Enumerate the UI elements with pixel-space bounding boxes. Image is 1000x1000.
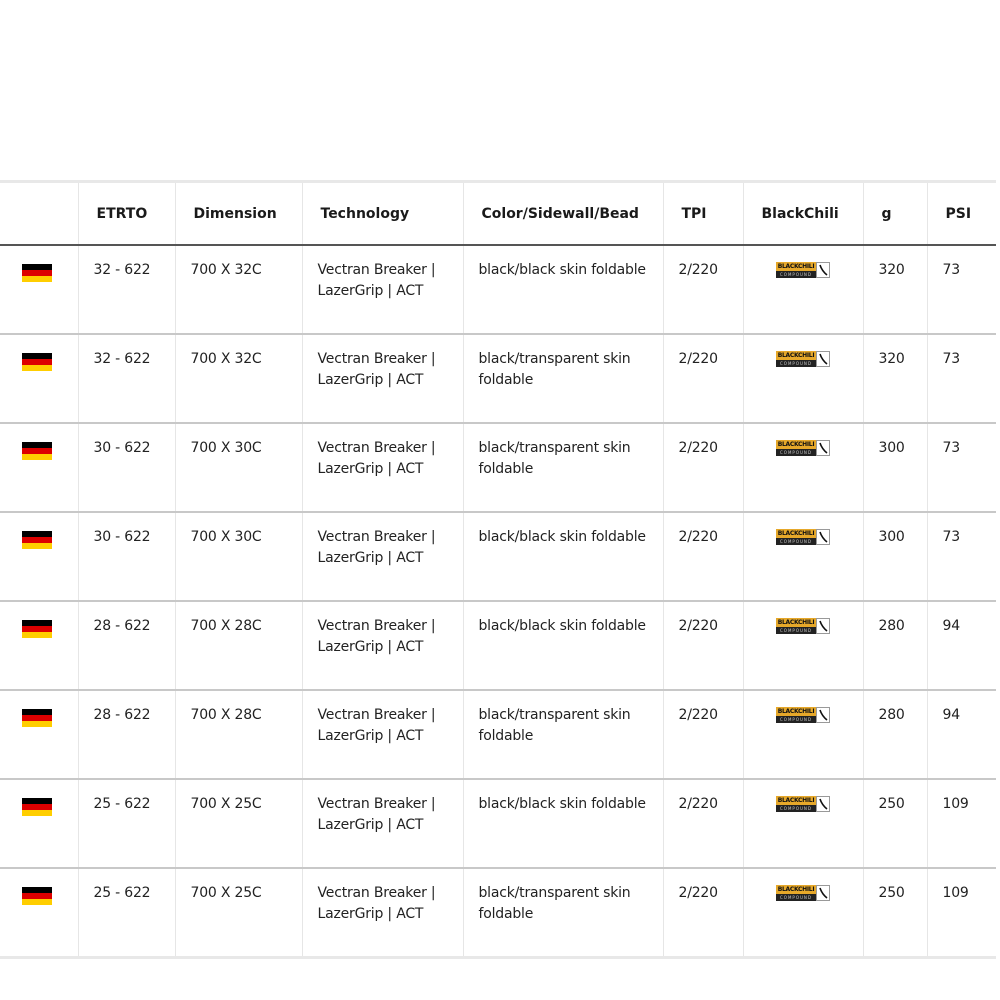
flag-stripe-gold bbox=[22, 899, 52, 905]
psi-cell: 73 bbox=[927, 423, 996, 512]
flag-stripe-gold bbox=[22, 276, 52, 282]
psi-cell: 73 bbox=[927, 512, 996, 601]
table-row bbox=[0, 779, 996, 868]
psi-cell: 94 bbox=[927, 601, 996, 690]
header-dimension: Dimension bbox=[175, 183, 302, 245]
blackchili-compound-logo-icon bbox=[776, 796, 830, 812]
dimension-cell: 700 X 30C bbox=[175, 423, 302, 512]
weight-cell: 320 bbox=[863, 334, 927, 423]
dimension-cell: 700 X 32C bbox=[175, 334, 302, 423]
germany-flag-icon bbox=[22, 620, 52, 638]
logo-bottom-text: COMPOUND bbox=[776, 449, 816, 456]
chili-mark-icon bbox=[816, 707, 830, 723]
header-flag bbox=[0, 183, 78, 245]
flag-cell bbox=[0, 512, 78, 601]
table-row bbox=[0, 423, 996, 512]
blackchili-compound-logo-icon bbox=[776, 885, 830, 901]
header-color-sidewall-bead: Color/Sidewall/Bead bbox=[463, 183, 663, 245]
table-row bbox=[0, 512, 996, 601]
flag-cell bbox=[0, 601, 78, 690]
flag-cell bbox=[0, 423, 78, 512]
weight-cell: 280 bbox=[863, 690, 927, 779]
logo-bottom-text: COMPOUND bbox=[776, 716, 816, 723]
tpi-cell: 2/220 bbox=[663, 779, 743, 868]
logo-bottom-text: COMPOUND bbox=[776, 805, 816, 812]
tpi-cell: 2/220 bbox=[663, 423, 743, 512]
psi-cell: 109 bbox=[927, 779, 996, 868]
tpi-cell: 2/220 bbox=[663, 690, 743, 779]
table-row bbox=[0, 868, 996, 956]
technology-cell: Vectran Breaker | LazerGrip | ACT bbox=[302, 690, 463, 779]
color-cell: black/transparent skin foldable bbox=[463, 868, 663, 956]
chili-mark-icon bbox=[816, 885, 830, 901]
header-tpi: TPI bbox=[663, 183, 743, 245]
technology-cell: Vectran Breaker | LazerGrip | ACT bbox=[302, 245, 463, 334]
blackchili-cell bbox=[743, 779, 863, 868]
weight-cell: 280 bbox=[863, 601, 927, 690]
header-row bbox=[0, 183, 996, 245]
weight-cell: 300 bbox=[863, 423, 927, 512]
header-weight: g bbox=[863, 183, 927, 245]
etrto-cell: 25 - 622 bbox=[78, 868, 175, 956]
blackchili-cell bbox=[743, 334, 863, 423]
color-cell: black/transparent skin foldable bbox=[463, 423, 663, 512]
chili-mark-icon bbox=[816, 351, 830, 367]
technology-cell: Vectran Breaker | LazerGrip | ACT bbox=[302, 423, 463, 512]
tpi-cell: 2/220 bbox=[663, 334, 743, 423]
table-row bbox=[0, 334, 996, 423]
dimension-cell: 700 X 25C bbox=[175, 779, 302, 868]
technology-cell: Vectran Breaker | LazerGrip | ACT bbox=[302, 779, 463, 868]
logo-top-text: BLACKCHILI bbox=[777, 797, 815, 804]
header-blackchili: BlackChili bbox=[743, 183, 863, 245]
chili-mark-icon bbox=[816, 262, 830, 278]
etrto-cell: 32 - 622 bbox=[78, 334, 175, 423]
dimension-cell: 700 X 28C bbox=[175, 601, 302, 690]
blackchili-cell bbox=[743, 423, 863, 512]
blackchili-cell bbox=[743, 601, 863, 690]
psi-cell: 94 bbox=[927, 690, 996, 779]
dimension-cell: 700 X 25C bbox=[175, 868, 302, 956]
logo-top-text: BLACKCHILI bbox=[777, 886, 815, 893]
color-cell: black/black skin foldable bbox=[463, 512, 663, 601]
tpi-cell: 2/220 bbox=[663, 512, 743, 601]
logo-top-text: BLACKCHILI bbox=[777, 352, 815, 359]
weight-cell: 250 bbox=[863, 868, 927, 956]
flag-stripe-gold bbox=[22, 543, 52, 549]
header-psi: PSI bbox=[927, 183, 996, 245]
blackchili-compound-logo-icon bbox=[776, 618, 830, 634]
flag-cell bbox=[0, 245, 78, 334]
blackchili-compound-logo-icon bbox=[776, 529, 830, 545]
germany-flag-icon bbox=[22, 709, 52, 727]
flag-stripe-gold bbox=[22, 632, 52, 638]
tpi-cell: 2/220 bbox=[663, 868, 743, 956]
weight-cell: 320 bbox=[863, 245, 927, 334]
header-etrto: ETRTO bbox=[78, 183, 175, 245]
dimension-cell: 700 X 32C bbox=[175, 245, 302, 334]
tpi-cell: 2/220 bbox=[663, 245, 743, 334]
flag-cell bbox=[0, 334, 78, 423]
flag-cell bbox=[0, 690, 78, 779]
tire-spec-table-container bbox=[0, 180, 996, 959]
technology-cell: Vectran Breaker | LazerGrip | ACT bbox=[302, 512, 463, 601]
logo-top-text: BLACKCHILI bbox=[777, 619, 815, 626]
logo-top-text: BLACKCHILI bbox=[777, 263, 815, 270]
flag-cell bbox=[0, 779, 78, 868]
etrto-cell: 30 - 622 bbox=[78, 423, 175, 512]
logo-bottom-text: COMPOUND bbox=[776, 538, 816, 545]
blackchili-compound-logo-icon bbox=[776, 707, 830, 723]
logo-bottom-text: COMPOUND bbox=[776, 271, 816, 278]
blackchili-cell bbox=[743, 690, 863, 779]
technology-cell: Vectran Breaker | LazerGrip | ACT bbox=[302, 868, 463, 956]
germany-flag-icon bbox=[22, 442, 52, 460]
color-cell: black/black skin foldable bbox=[463, 601, 663, 690]
tpi-cell: 2/220 bbox=[663, 601, 743, 690]
chili-mark-icon bbox=[816, 529, 830, 545]
etrto-cell: 25 - 622 bbox=[78, 779, 175, 868]
tire-spec-table bbox=[0, 183, 996, 956]
etrto-cell: 28 - 622 bbox=[78, 601, 175, 690]
dimension-cell: 700 X 30C bbox=[175, 512, 302, 601]
flag-stripe-gold bbox=[22, 810, 52, 816]
logo-bottom-text: COMPOUND bbox=[776, 627, 816, 634]
etrto-cell: 30 - 622 bbox=[78, 512, 175, 601]
logo-bottom-text: COMPOUND bbox=[776, 360, 816, 367]
etrto-cell: 28 - 622 bbox=[78, 690, 175, 779]
color-cell: black/black skin foldable bbox=[463, 245, 663, 334]
blackchili-cell bbox=[743, 512, 863, 601]
color-cell: black/transparent skin foldable bbox=[463, 690, 663, 779]
color-cell: black/black skin foldable bbox=[463, 779, 663, 868]
blackchili-cell bbox=[743, 868, 863, 956]
blackchili-compound-logo-icon bbox=[776, 440, 830, 456]
logo-top-text: BLACKCHILI bbox=[777, 708, 815, 715]
germany-flag-icon bbox=[22, 887, 52, 905]
chili-mark-icon bbox=[816, 618, 830, 634]
flag-stripe-gold bbox=[22, 721, 52, 727]
weight-cell: 250 bbox=[863, 779, 927, 868]
chili-mark-icon bbox=[816, 440, 830, 456]
blackchili-compound-logo-icon bbox=[776, 262, 830, 278]
germany-flag-icon bbox=[22, 531, 52, 549]
psi-cell: 73 bbox=[927, 334, 996, 423]
psi-cell: 109 bbox=[927, 868, 996, 956]
logo-top-text: BLACKCHILI bbox=[777, 441, 815, 448]
flag-cell bbox=[0, 868, 78, 956]
logo-bottom-text: COMPOUND bbox=[776, 894, 816, 901]
germany-flag-icon bbox=[22, 353, 52, 371]
blackchili-cell bbox=[743, 245, 863, 334]
table-row bbox=[0, 245, 996, 334]
germany-flag-icon bbox=[22, 798, 52, 816]
color-cell: black/transparent skin foldable bbox=[463, 334, 663, 423]
blackchili-compound-logo-icon bbox=[776, 351, 830, 367]
table-row bbox=[0, 690, 996, 779]
germany-flag-icon bbox=[22, 264, 52, 282]
flag-stripe-gold bbox=[22, 454, 52, 460]
logo-top-text: BLACKCHILI bbox=[777, 530, 815, 537]
technology-cell: Vectran Breaker | LazerGrip | ACT bbox=[302, 334, 463, 423]
technology-cell: Vectran Breaker | LazerGrip | ACT bbox=[302, 601, 463, 690]
dimension-cell: 700 X 28C bbox=[175, 690, 302, 779]
weight-cell: 300 bbox=[863, 512, 927, 601]
chili-mark-icon bbox=[816, 796, 830, 812]
psi-cell: 73 bbox=[927, 245, 996, 334]
flag-stripe-gold bbox=[22, 365, 52, 371]
table-row bbox=[0, 601, 996, 690]
header-technology: Technology bbox=[302, 183, 463, 245]
etrto-cell: 32 - 622 bbox=[78, 245, 175, 334]
